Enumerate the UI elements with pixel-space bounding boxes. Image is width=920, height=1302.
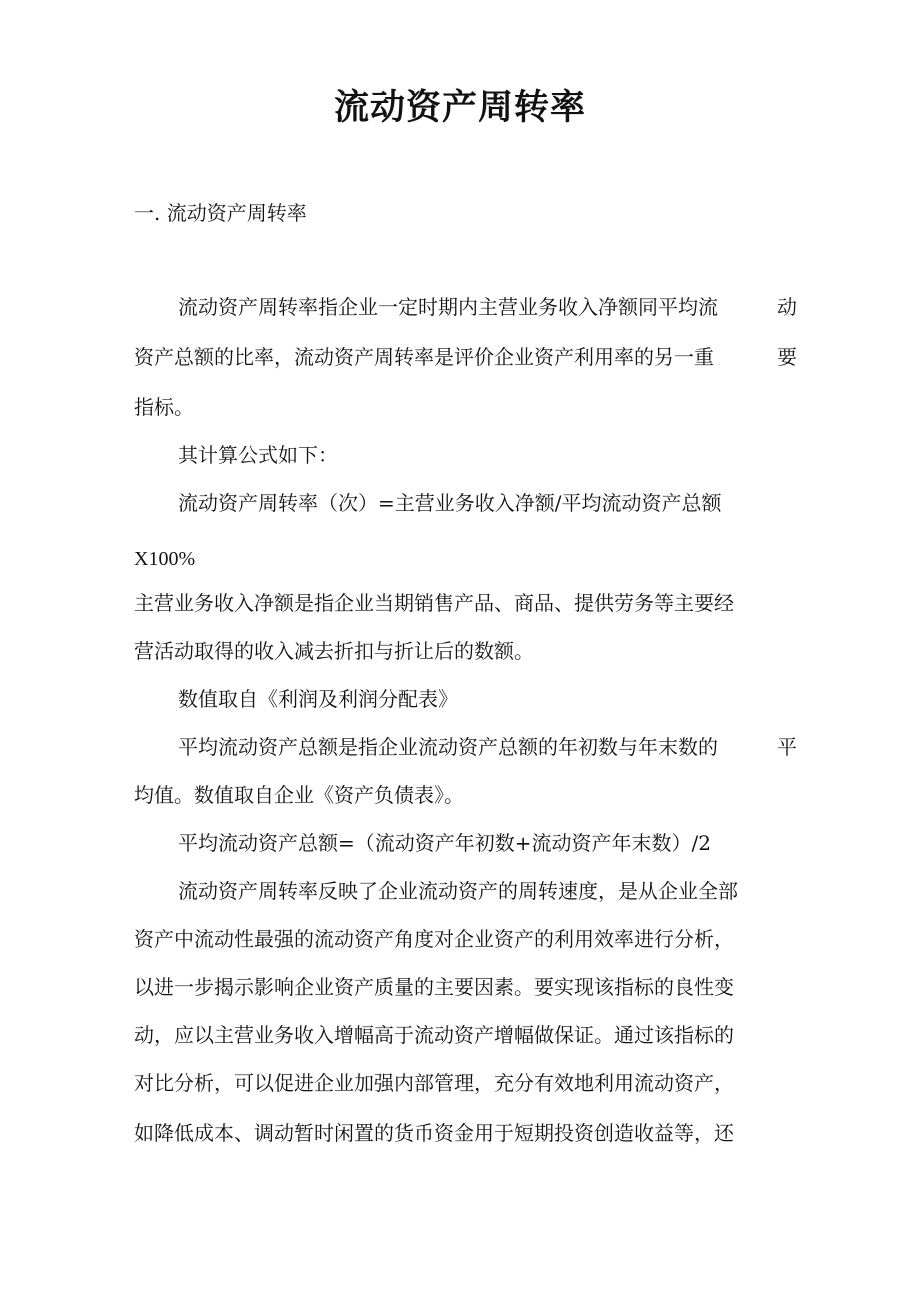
paragraph-6-line-6: 如降低成本、调动暂时闲置的货币资金用于短期投资创造收益等，还 — [134, 1121, 734, 1145]
paragraph-5-line-1 — [178, 732, 797, 762]
section-heading: 一. 流动资产周转率 — [134, 201, 307, 225]
formula-turnover: 流动资产周转率（次）=主营业务收入净额/平均流动资产总额 — [178, 491, 722, 515]
paragraph-1-line-3: 指标。 — [134, 395, 194, 419]
formula-average-current-assets: 平均流动资产总额=（流动资产年初数+流动资产年末数）/2 — [178, 831, 711, 855]
paragraph-1-line-2 — [134, 342, 797, 372]
text-segment: 平均流动资产总额是指企业流动资产总额的年初数与年末数的 — [178, 735, 718, 759]
page-title: 流动资产周转率 — [333, 87, 586, 128]
paragraph-6-line-3: 以进一步揭示影响企业资产质量的主要因素。要实现该指标的良性变 — [134, 975, 734, 999]
paragraph-4: 数值取自《利润及利润分配表》 — [178, 687, 458, 711]
text-segment: 要 — [777, 345, 797, 369]
text-segment: 资产总额的比率，流动资产周转率是评价企业资产利用率的另一重 — [134, 345, 714, 369]
text-segment: 平 — [777, 735, 797, 759]
paragraph-6-line-5: 对比分析，可以促进企业加强内部管理，充分有效地利用流动资产， — [134, 1071, 734, 1095]
paragraph-2: 其计算公式如下： — [178, 443, 338, 467]
paragraph-3-line-1: 主营业务收入净额是指企业当期销售产品、商品、提供劳务等主要经 — [134, 591, 734, 615]
paragraph-6-line-2: 资产中流动性最强的流动资产角度对企业资产的利用效率进行分析， — [134, 927, 734, 951]
paragraph-3-line-2: 营活动取得的收入减去折扣与折让后的数额。 — [134, 639, 534, 663]
text-segment: 流动资产周转率指企业一定时期内主营业务收入净额同平均流 — [178, 295, 718, 319]
paragraph-1-line-1 — [178, 292, 797, 322]
paragraph-5-line-2: 均值。数值取自企业《资产负债表》。 — [134, 783, 464, 807]
formula-turnover-continued: X100% — [134, 548, 196, 570]
text-segment: 动 — [777, 295, 797, 319]
paragraph-6-line-1: 流动资产周转率反映了企业流动资产的周转速度，是从企业全部 — [178, 879, 738, 903]
paragraph-6-line-4: 动，应以主营业务收入增幅高于流动资产增幅做保证。通过该指标的 — [134, 1023, 734, 1047]
